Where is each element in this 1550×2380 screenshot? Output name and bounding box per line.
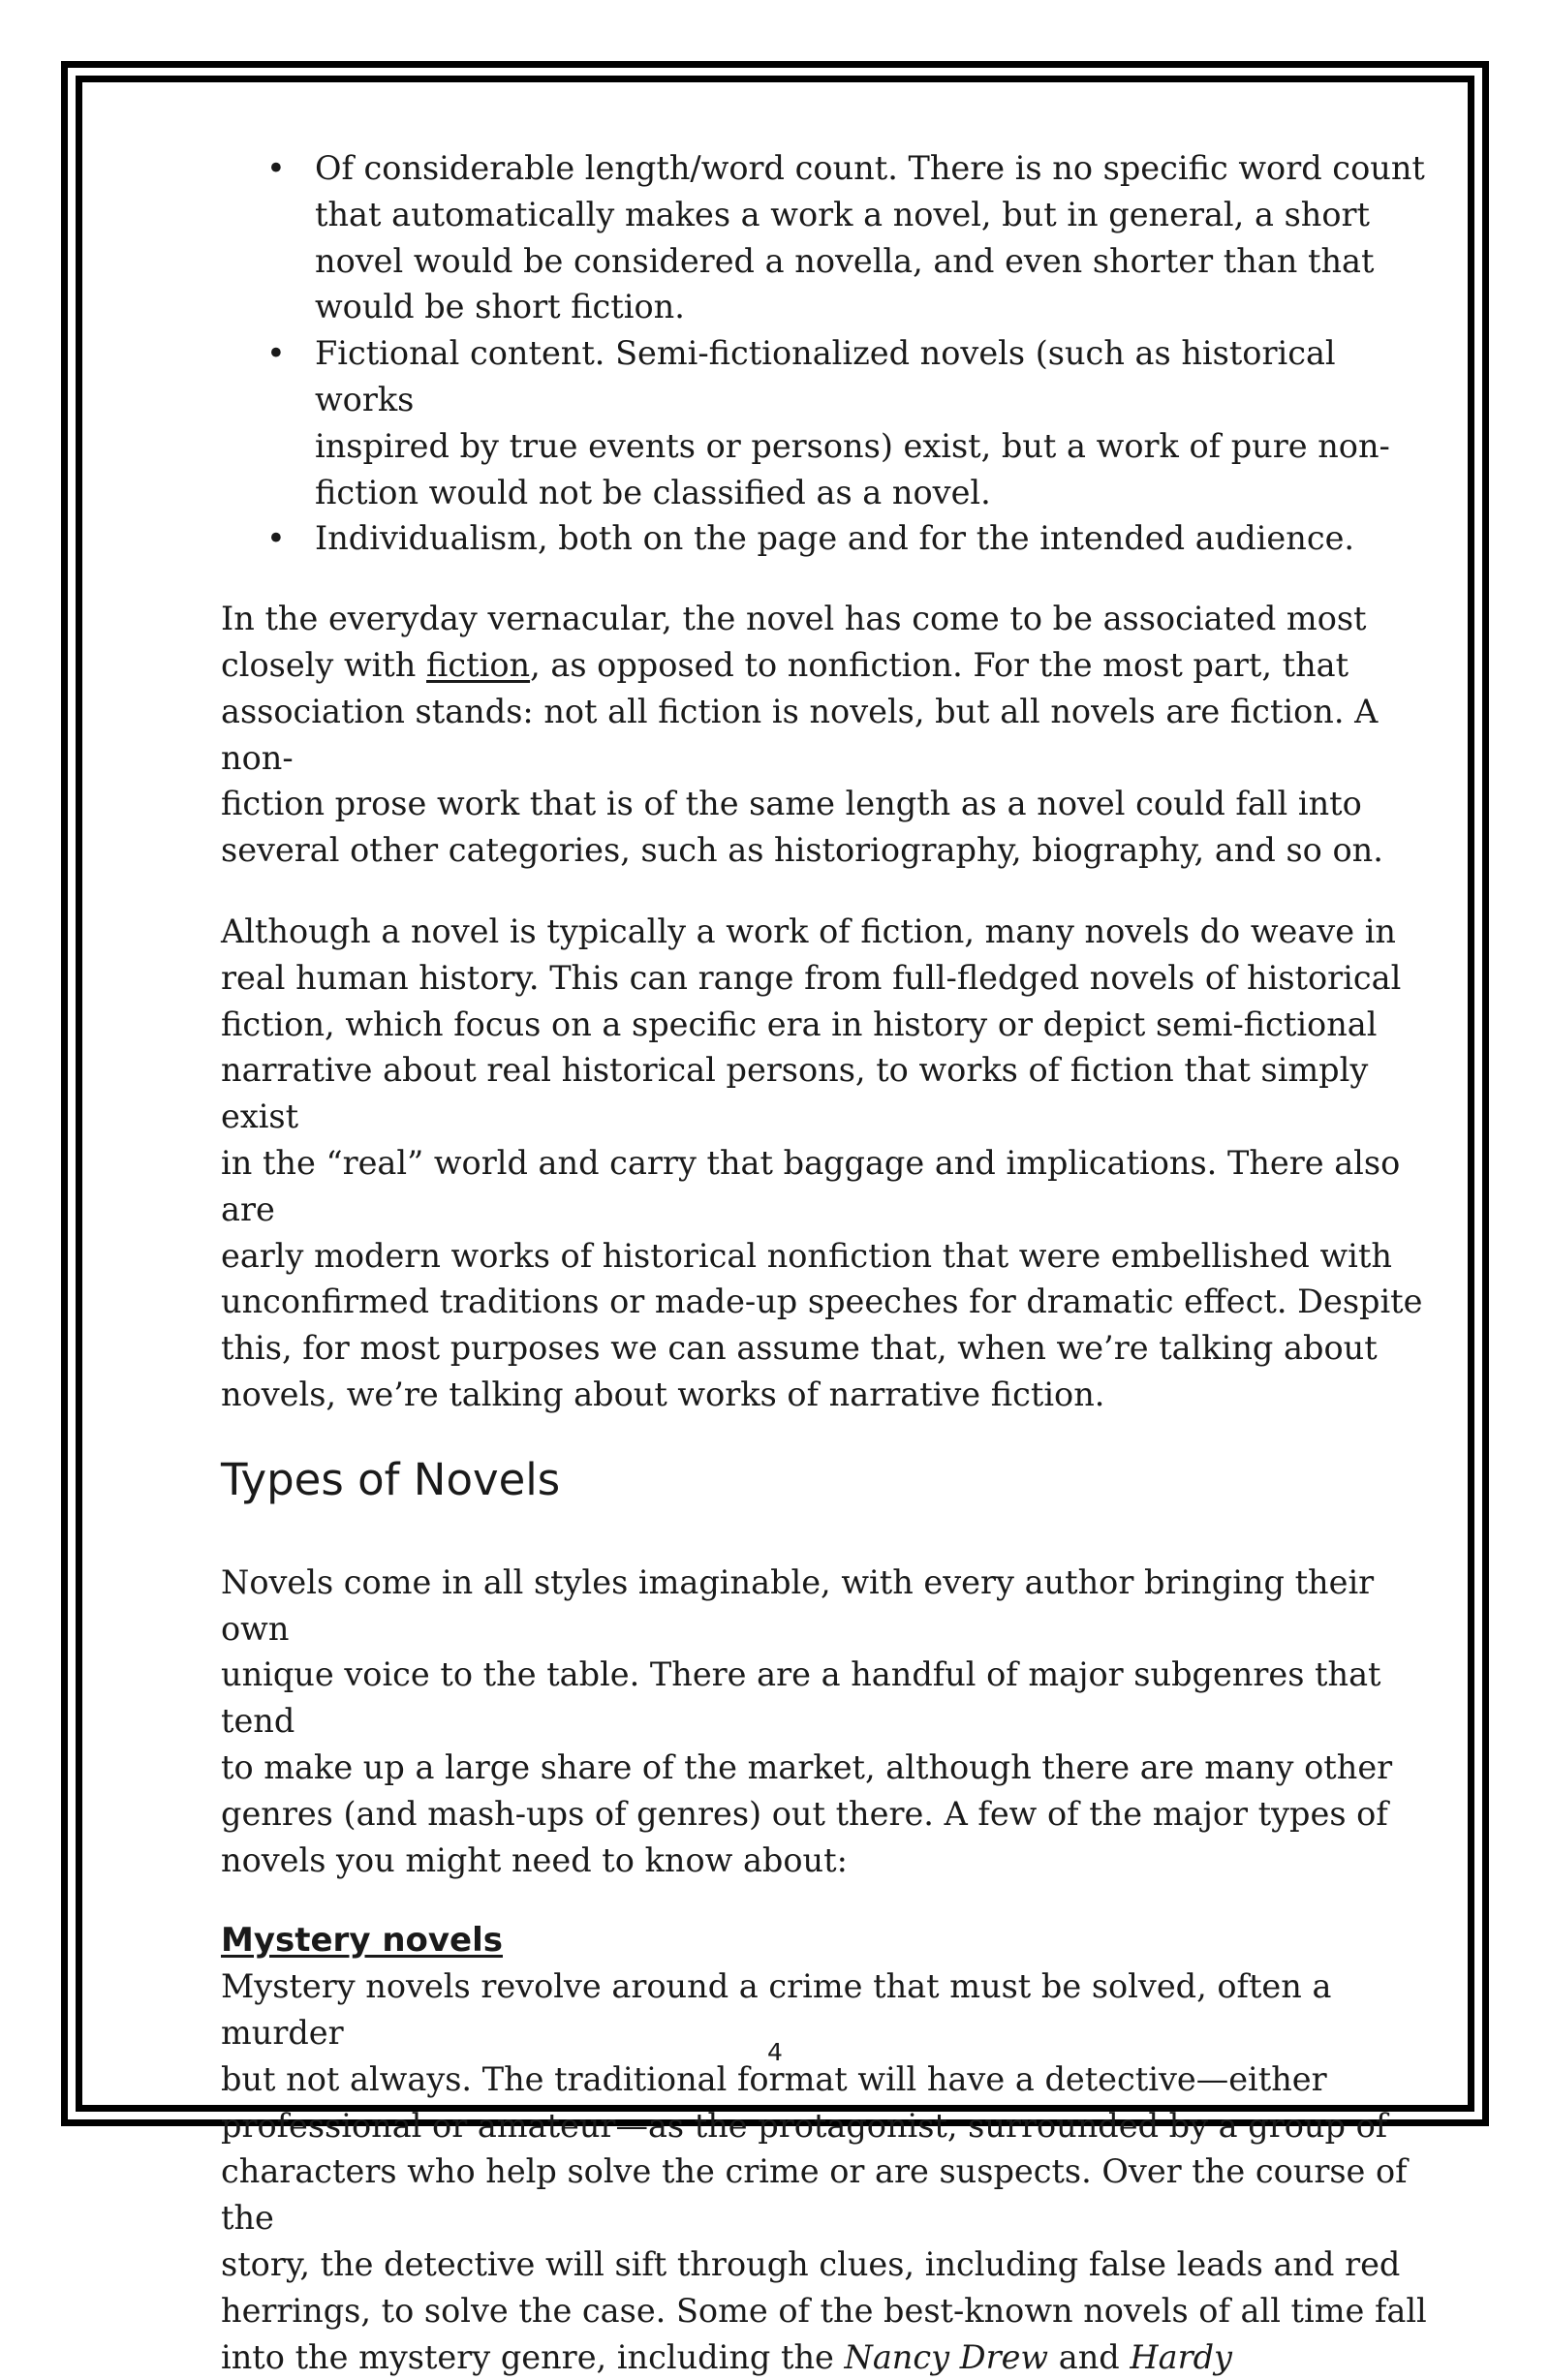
paragraph-line: In the everyday vernacular, the novel has come to be associated most (221, 600, 1367, 638)
paragraph-styles (221, 1560, 1443, 1884)
paragraph-line: fiction prose work that is of the same length as a novel could fall into (221, 785, 1362, 823)
paragraph-line: in the “real” world and carry that baggage and implications. There also are (221, 1143, 1401, 1228)
paragraph-line: Although a novel is typically a work of fiction, many novels do weave in (221, 912, 1397, 950)
bullet-icon: • (266, 149, 286, 187)
bullet-text-line: fiction would not be classified as a novel. (315, 473, 991, 511)
paragraph-line: unconfirmed traditions or made-up speeches for dramatic effect. Despite (221, 1283, 1423, 1321)
paragraph-line: herrings, to solve the case. Some of the best-known novels of all time fall (221, 2291, 1427, 2330)
paragraph-line: genres (and mash-ups of genres) out there. A few of the major types of (221, 1794, 1388, 1833)
paragraph-line: this, for most purposes we can assume that, when we’re talking about (221, 1329, 1378, 1368)
paragraph-line: real human history. This can range from full-fledged novels of historical (221, 958, 1402, 997)
paragraph-vernacular (221, 596, 1443, 874)
sub-heading-mystery: Mystery novels (221, 1921, 503, 1961)
paragraph-line: novels, we’re talking about works of narrative fiction. (221, 1375, 1105, 1413)
paragraph-line: association stands: not all fiction is novels, but all novels are fiction. A non- (221, 692, 1379, 777)
section-heading: Types of Novels (221, 1453, 561, 1505)
paragraph-line: , as opposed to nonfiction. For the most part, that (530, 645, 1349, 684)
page-number: 4 (767, 2038, 783, 2066)
bullet-list (221, 145, 1443, 562)
paragraph-line: characters who help solve the crime or are suspects. Over the course of the (221, 2152, 1408, 2238)
paragraph-line: several other categories, such as historiography, biography, and so on. (221, 831, 1383, 870)
paragraph-mystery (221, 1963, 1443, 2380)
bullet-text-line: that automatically makes a work a novel, but in general, a short (315, 195, 1370, 233)
paragraph-line: Novels come in all styles imaginable, with every author bringing their own (221, 1562, 1375, 1648)
paragraph-line: story, the detective will sift through clues, including false leads and red (221, 2245, 1401, 2284)
paragraph-line: and (1048, 2337, 1131, 2376)
paragraph-line: unique voice to the table. There are a handful of major subgenres that tend (221, 1655, 1381, 1741)
paragraph-line: closely with (221, 645, 427, 684)
paragraph-line: fiction, which focus on a specific era in history or depict semi-fictional (221, 1005, 1378, 1043)
bullet-text-line: novel would be considered a novella, and even shorter than that (315, 241, 1375, 280)
bullet-text-line: would be short fiction. (315, 288, 685, 326)
paragraph-history (221, 909, 1443, 1418)
paragraph-line: professional or amateur—as the protagonist, surrounded by a group of (221, 2106, 1388, 2145)
fiction-link[interactable]: fiction (426, 645, 531, 684)
paragraph-line: novels you might need to know about: (221, 1840, 848, 1879)
paragraph-line: but not always. The traditional format will have a detective—either (221, 2059, 1327, 2098)
bullet-text-line: Fictional content. Semi-fictionalized novels (such as historical works (315, 334, 1336, 418)
list-item (266, 330, 1443, 515)
bullet-text-line: inspired by true events or persons) exist, but a work of pure non- (315, 426, 1390, 465)
book-title: Nancy Drew (844, 2337, 1049, 2376)
paragraph-line: to make up a large share of the market, although there are many other (221, 1747, 1393, 1786)
list-item (266, 145, 1443, 330)
book-title: Hardy (1130, 2337, 1232, 2376)
list-item (266, 515, 1443, 562)
bullet-icon: • (266, 334, 286, 373)
bullet-icon: • (266, 519, 286, 558)
paragraph-line: Mystery novels revolve around a crime that must be solved, often a murder (221, 1967, 1332, 2053)
paragraph-line: narrative about real historical persons, to works of fiction that simply exist (221, 1051, 1369, 1136)
bullet-text-line: Of considerable length/word count. There is no specific word count (315, 149, 1425, 187)
paragraph-line: early modern works of historical nonfiction that were embellished with (221, 1236, 1392, 1275)
paragraph-line: into the mystery genre, including the (221, 2337, 845, 2376)
bullet-text-line: Individualism, both on the page and for the intended audience. (315, 519, 1355, 558)
